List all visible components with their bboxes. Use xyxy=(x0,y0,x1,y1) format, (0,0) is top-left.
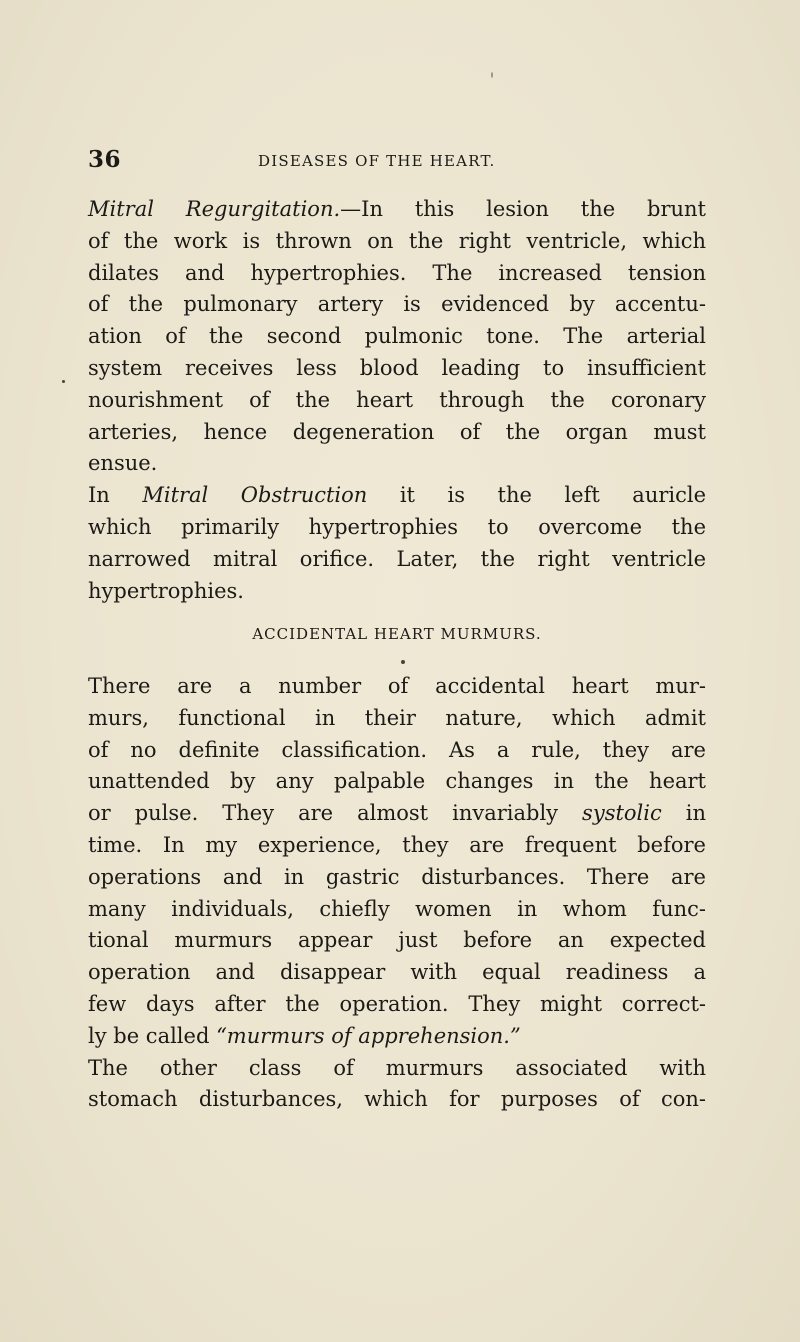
body-line: operation and disappear with equal readiness a xyxy=(88,960,706,985)
page-header xyxy=(88,146,708,176)
body-line: dilates and hypertrophies. The increased tension xyxy=(88,260,706,285)
body-line: stomach disturbances, which for purposes of con- xyxy=(88,1087,706,1112)
paragraph-mitral-regurgitation-line-1: Mitral Regurgitation.—In this lesion the brunt xyxy=(88,197,706,221)
body-line: murs, functional in their nature, which admit xyxy=(88,705,706,730)
body-line: time. In my experience, they are frequent before xyxy=(88,832,706,857)
body-line: unattended by any palpable changes in the heart xyxy=(88,769,706,794)
running-head: DISEASES OF THE HEART. xyxy=(258,152,496,170)
mitral-obstruction-term: Mitral Obstruction xyxy=(142,483,368,508)
body-line: nourishment of the heart through the coronary xyxy=(88,387,706,412)
body-line: of the pulmonary artery is evidenced by accentu- xyxy=(88,292,706,317)
body-line: There are a number of accidental heart mur- xyxy=(88,674,706,698)
page-number: 36 xyxy=(88,146,122,173)
body-line: ensue. xyxy=(88,451,158,476)
body-line: many individuals, chiefly women in whom func- xyxy=(88,896,706,921)
body-line: hypertrophies. xyxy=(88,578,244,603)
body-line: The other class of murmurs associated with xyxy=(88,1055,706,1080)
body-line: system receives less blood leading to insufficient xyxy=(88,355,706,380)
section-heading: ACCIDENTAL HEART MURMURS. xyxy=(252,625,542,643)
body-line-apprehension: ly be called “murmurs of apprehension.” xyxy=(88,1023,521,1048)
body-line: narrowed mitral orifice. Later, the right ventricle xyxy=(88,546,706,571)
body-line-systolic: or pulse. They are almost invariably systolic in xyxy=(88,801,706,826)
ink-speck xyxy=(491,72,493,78)
body-line: operations and in gastric disturbances. There are xyxy=(88,864,706,889)
body-line: tional murmurs appear just before an expected xyxy=(88,928,706,953)
mitral-regurgitation-heading: Mitral Regurgitation. xyxy=(88,197,341,221)
body-line: of no definite classification. As a rule, they are xyxy=(88,737,706,762)
accidental-murmurs-section xyxy=(88,671,706,1116)
apprehension-quote: “murmurs of apprehension.” xyxy=(216,1023,521,1048)
body-line: of the work is thrown on the right ventricle, which xyxy=(88,228,706,253)
body-line: ation of the second pulmonic tone. The arterial xyxy=(88,324,706,349)
body-line: arteries, hence degeneration of the organ must xyxy=(88,419,706,444)
systolic-term: systolic xyxy=(582,801,662,826)
body-line: few days after the operation. They might correct- xyxy=(88,991,706,1016)
body-line: which primarily hypertrophies to overcome the xyxy=(88,514,706,539)
ink-speck xyxy=(401,660,405,664)
paragraph-mitral-obstruction-line-1: In Mitral Obstruction it is the left auricle xyxy=(88,483,707,508)
ink-speck xyxy=(62,380,65,383)
mitral-section xyxy=(88,194,706,607)
